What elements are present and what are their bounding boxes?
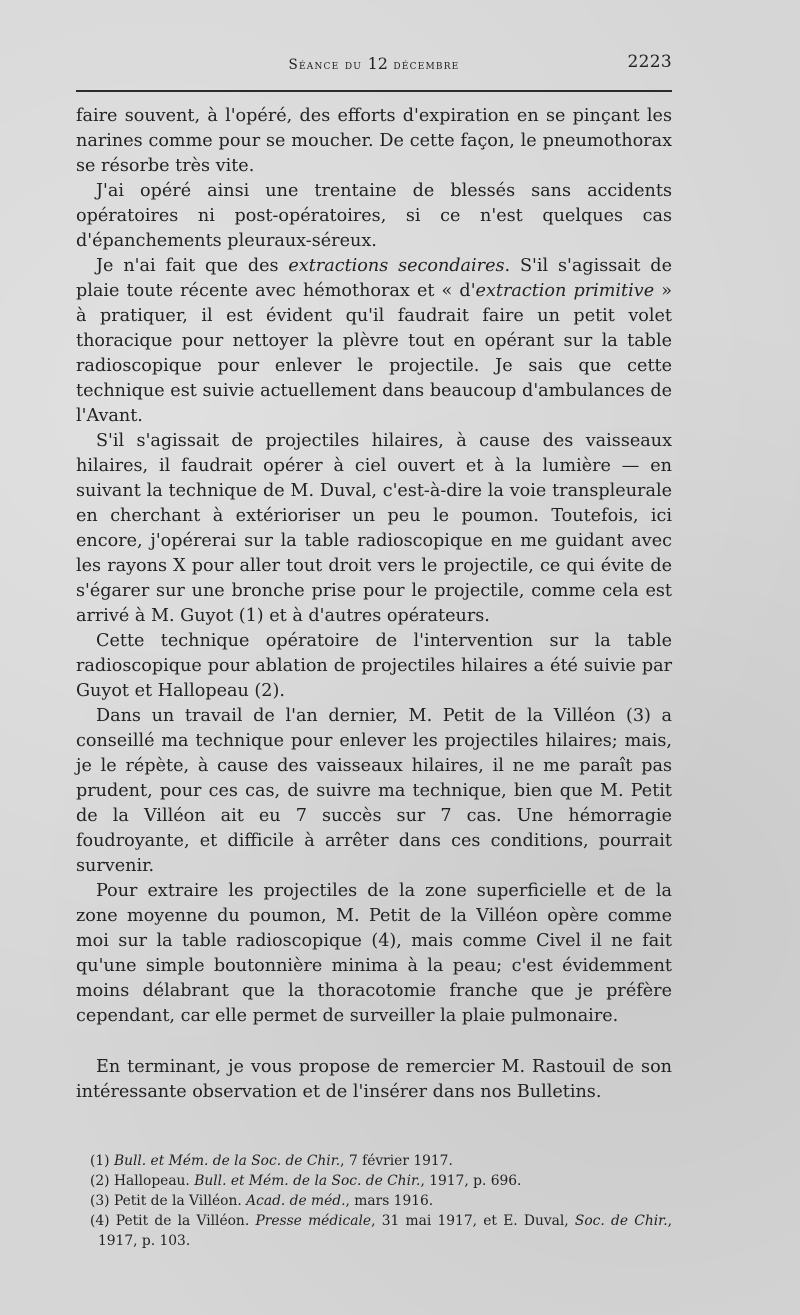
- footnote-1-post: , 7 février 1917.: [340, 1153, 453, 1169]
- paragraph-4-text: S'il s'agissait de projectiles hilaires, à cause des vaisseaux hilaires, il faudrait opérer à ciel ouvert et à la lumière — en suivant la technique de M. Duval, c'est-à-dire la voie transpleurale en cherchant à extérioriser un peu le poumon. Toutefois, ici encore, j'opérerai sur la table radioscopique en me guidant avec les rayons X pour aller tout droit vers le projectile, ce qui évite de s'égarer sur une bronche prise pour le projectile, comme cela est arrivé à M. Guyot (1) et à d'autres opérateurs.: [76, 431, 672, 626]
- paragraph-3-italic-1: extractions secondaires: [288, 256, 505, 276]
- footnote-1-number: (1): [90, 1153, 110, 1169]
- running-title-pre: Séance du: [288, 57, 368, 73]
- paragraph-8-text: En terminant, je vous propose de remercier M. Rastouil de son intéressante observation et de l'insérer dans nos Bulletins.: [76, 1057, 672, 1102]
- footnote-3-number: (3): [90, 1193, 110, 1209]
- paragraph-7-text: Pour extraire les projectiles de la zone superficielle et de la zone moyenne du poumon, M. Petit de la Villéon opère comme moi sur la table radioscopique (4), mais comme Civel il ne fait qu'une simple boutonnière minima à la peau; c'est évidemment moins délabrant que la thoracotomie franche que je préfère cependant, car elle permet de surveiller la plaie pulmonaire.: [76, 881, 672, 1026]
- paragraph-8: [76, 1055, 672, 1105]
- running-title-number: 12: [367, 54, 388, 73]
- footnote-4-italic: Presse médicale: [255, 1213, 372, 1229]
- footnote-1: [76, 1151, 672, 1171]
- footnote-4-italic-2: Soc. de Chir.: [574, 1213, 668, 1229]
- footnote-2-italic: Bull. et Mém. de la Soc. de Chir.: [194, 1173, 421, 1189]
- footnote-4-number: (4): [90, 1213, 110, 1229]
- paragraph-2-text: J'ai opéré ainsi une trentaine de blessés sans accidents opératoires ni post-opératoires, si ce n'est quelques cas d'épanchements pleuraux-séreux.: [76, 181, 672, 251]
- footnote-4-post: , 31 mai 1917, et E. Duval,: [371, 1213, 575, 1229]
- paragraph-6: [76, 704, 672, 879]
- footnote-4: [76, 1211, 672, 1251]
- footnote-3-post: , mars 1916.: [345, 1193, 434, 1209]
- body-text: [76, 104, 672, 1105]
- running-title-post: décembre: [387, 57, 460, 73]
- paragraph-3: [76, 254, 672, 429]
- paragraph-5-text: Cette technique opératoire de l'intervention sur la table radioscopique pour ablation de projectiles hilaires a été suivie par Guyot et Hallopeau (2).: [76, 631, 672, 701]
- footnote-3: [76, 1191, 672, 1211]
- footnote-2-post: , 1917, p. 696.: [420, 1173, 522, 1189]
- footnotes: [76, 1151, 672, 1251]
- footnote-3-italic: Acad. de méd.: [246, 1193, 346, 1209]
- running-title: [76, 54, 672, 73]
- footnote-2: [76, 1171, 672, 1191]
- footnote-3-pre: Petit de la Villéon.: [113, 1193, 247, 1209]
- paragraph-3-italic-2: extraction primitive: [475, 281, 655, 301]
- header-rule: [76, 90, 672, 92]
- paragraph-3-text-a: Je n'ai fait que des: [96, 256, 289, 276]
- paragraph-3-text-c: . S'il s'agissait de plaie toute récente avec hémothorax et « d': [76, 256, 672, 301]
- paragraph-5: [76, 629, 672, 704]
- paragraph-3-text-e: » à pratiquer, il est évident qu'il faudrait faire un petit volet thoracique pour nettoyer la plèvre tout en opérant sur la table radioscopique pour enlever le projectile. Je sais que cette technique est suivie actuellement dans beaucoup d'ambulances de l'Avant.: [76, 281, 672, 426]
- section-spacer: [76, 1029, 672, 1055]
- running-head: [76, 50, 672, 86]
- footnote-4-pre: Petit de la Villéon.: [115, 1213, 256, 1229]
- footnote-2-pre: Hallopeau.: [113, 1173, 195, 1189]
- paragraph-4: [76, 429, 672, 629]
- footnote-4-post-2: , 1917, p. 103.: [98, 1213, 672, 1249]
- paragraph-7: [76, 879, 672, 1029]
- page: [76, 50, 672, 1290]
- paragraph-1-text: faire souvent, à l'opéré, des efforts d'expiration en se pinçant les narines comme pour se moucher. De cette façon, le pneumothorax se résorbe très vite.: [76, 106, 672, 176]
- paragraph-2: [76, 179, 672, 254]
- footnote-2-number: (2): [90, 1173, 110, 1189]
- paragraph-6-text: Dans un travail de l'an dernier, M. Petit de la Villéon (3) a conseillé ma technique pour enlever les projectiles hilaires; mais, je le répète, à cause des vaisseaux hilaires, il ne me paraît pas prudent, pour ces cas, de suivre ma technique, bien que M. Petit de la Villéon ait eu 7 succès sur 7 cas. Une hémorragie foudroyante, et difficile à arrêter dans ces conditions, pourrait survenir.: [76, 706, 672, 876]
- footnote-1-italic: Bull. et Mém. de la Soc. de Chir.: [113, 1153, 341, 1169]
- page-number: 2223: [627, 52, 672, 72]
- paragraph-1: [76, 104, 672, 179]
